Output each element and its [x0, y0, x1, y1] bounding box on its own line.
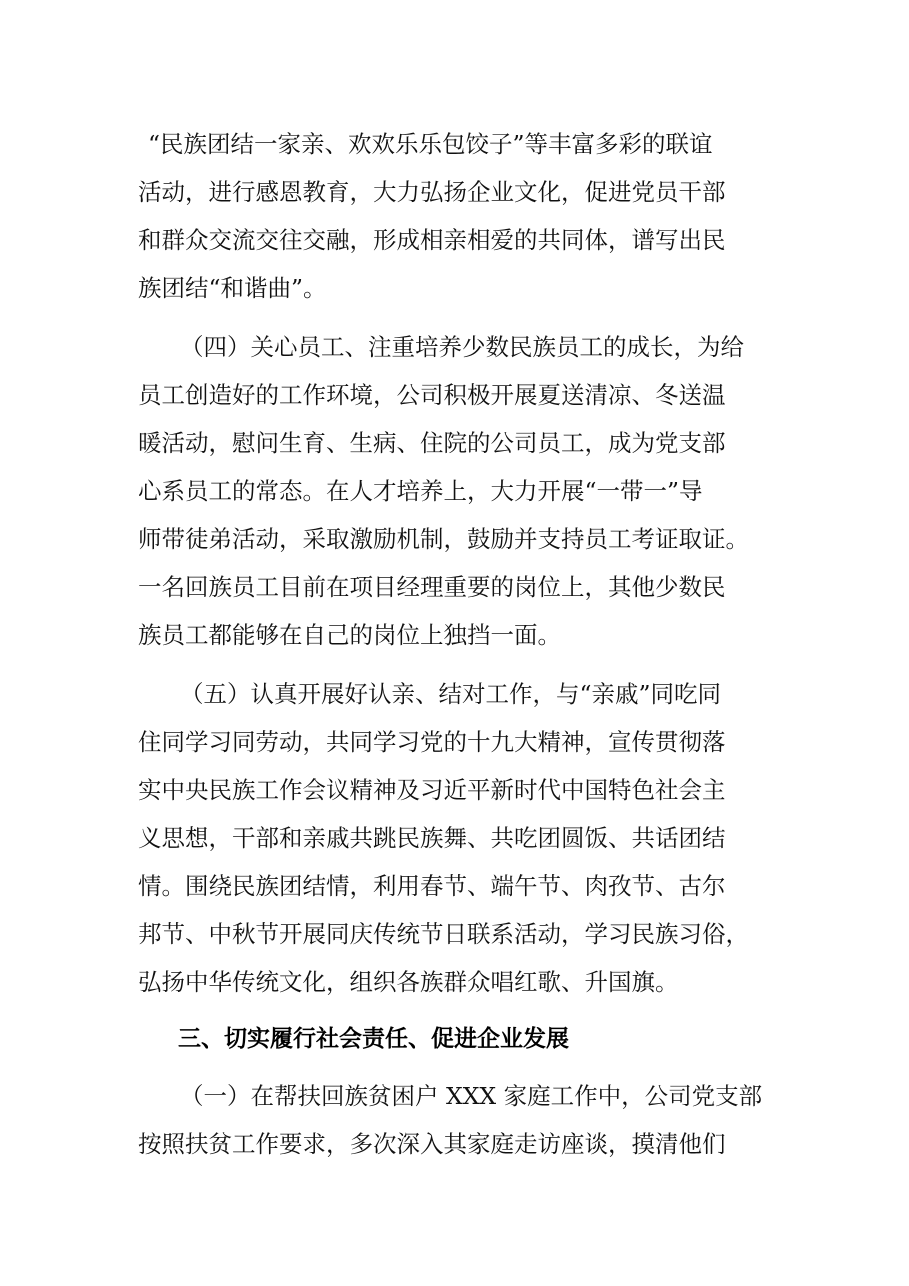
paragraph-2-line-2: 员工创造好的工作环境，公司积极开展夏送清凉、冬送温	[138, 381, 726, 409]
paragraph-2-line-1: （四）关心员工、注重培养少数民族员工的成长，为给	[180, 333, 744, 361]
paragraph-2-line-4: 心系员工的常态。在人才培养上，大力开展“一带一”导	[138, 477, 703, 505]
paragraph-3-line-5: 情。围绕民族团结情，利用春节、端午节、肉孜节、古尔	[138, 872, 726, 900]
paragraph-3-line-7: 弘扬中华传统文化，组织各族群众唱红歌、升国旗。	[138, 968, 679, 996]
paragraph-1-line-3: 和群众交流交往交融，形成相亲相爱的共同体，谱写出民	[138, 226, 726, 254]
paragraph-2-line-3: 暖活动，慰问生育、生病、住院的公司员工，成为党支部	[138, 429, 726, 457]
paragraph-3-line-6: 邦节、中秋节开展同庆传统节日联系活动，学习民族习俗，	[138, 920, 749, 948]
paragraph-2-line-6: 一名回族员工目前在项目经理重要的岗位上，其他少数民	[138, 573, 726, 601]
paragraph-4-line-2: 按照扶贫工作要求，多次深入其家庭走访座谈，摸清他们	[138, 1130, 726, 1158]
section-heading: 三、切实履行社会责任、促进企业发展	[178, 1026, 569, 1052]
paragraph-3-line-1: （五）认真开展好认亲、结对工作，与“亲戚”同吃同	[180, 680, 722, 708]
paragraph-3-line-3: 实中央民族工作会议精神及习近平新时代中国特色社会主	[138, 776, 726, 804]
paragraph-2-line-5: 师带徒弟活动，采取激励机制，鼓励并支持员工考证取证。	[138, 525, 749, 553]
paragraph-3-line-4: 义思想，干部和亲戚共跳民族舞、共吃团圆饭、共话团结	[138, 824, 726, 852]
paragraph-2-line-7: 族员工都能够在自己的岗位上独挡一面。	[138, 621, 561, 649]
paragraph-4-line-1: （一）在帮扶回族贫困户 XXX 家庭工作中，公司党支部	[180, 1082, 763, 1110]
paragraph-3-line-2: 住同学习同劳动，共同学习党的十九大精神，宣传贯彻落	[138, 728, 726, 756]
paragraph-1-line-4: 族团结“和谐曲”。	[138, 274, 327, 302]
paragraph-1-line-2: 活动，进行感恩教育，大力弘扬企业文化，促进党员干部	[138, 178, 726, 206]
paragraph-1-line-1: “民族团结一家亲、欢欢乐乐包饺子”等丰富多彩的联谊	[148, 130, 713, 158]
